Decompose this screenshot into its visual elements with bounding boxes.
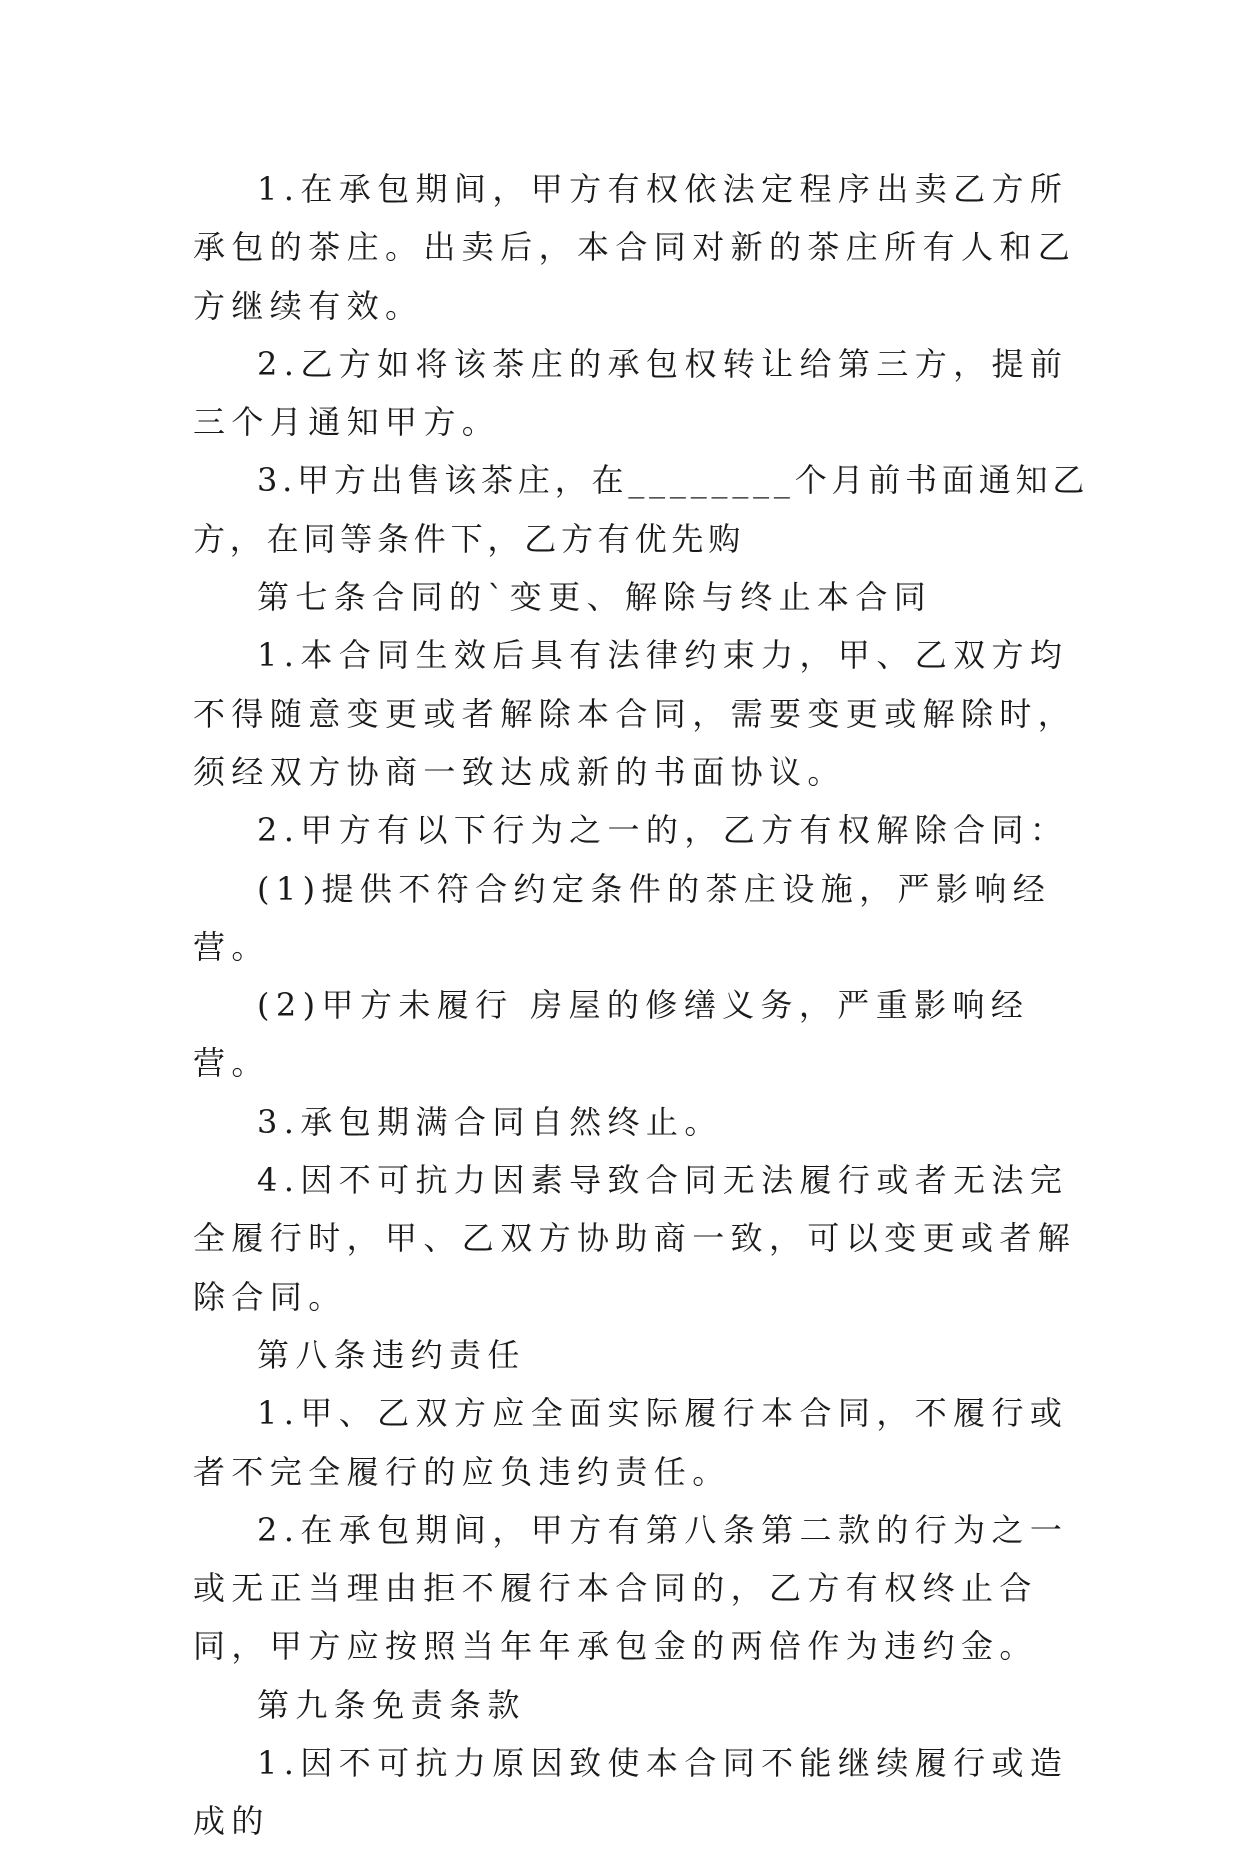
paragraph-exemption: 1.因不可抗力原因致使本合同不能继续履行或造成的	[193, 1744, 1069, 1841]
paragraph-full-performance: 1.甲、乙双方应全面实际履行本合同，不履行或者不完全履行的应负违约责任。	[193, 1394, 1069, 1491]
section-heading-article-8: 第八条违约责任	[257, 1335, 526, 1374]
paragraph-penalty: 2.在承包期间，甲方有第八条第二款的行为之一或无正当理由拒不履行本合同的，乙方有权终止合同，甲方应按照当年年承包金的两倍作为违约金。	[193, 1510, 1069, 1666]
paragraph-termination-conditions: 2.甲方有以下行为之一的，乙方有权解除合同：	[257, 811, 1069, 850]
paragraph-binding-effect: 1.本合同生效后具有法律约束力，甲、乙双方均不得随意变更或者解除本合同，需要变更或解除时，须经双方协商一致达成新的书面协议。	[193, 636, 1077, 791]
paragraph-transfer-notice: 2.乙方如将该茶庄的承包权转让给第三方，提前三个月通知甲方。	[193, 344, 1069, 442]
section-heading-article-9: 第九条免责条款	[257, 1685, 526, 1724]
document-body	[193, 160, 1093, 1851]
paragraph-natural-termination: 3.承包期满合同自然终止。	[257, 1102, 723, 1141]
paragraph-sale-during-contract: 1.在承包期间，甲方有权依法定程序出卖乙方所承包的茶庄。出卖后，本合同对新的茶庄所有人和乙方继续有效。	[193, 170, 1077, 325]
section-heading-article-7: 第七条合同的`变更、解除与终止本合同	[257, 578, 933, 617]
list-item-repair-duty: (2)甲方未履行 房屋的修缮义务，严重影响经营。	[193, 986, 1030, 1083]
paragraph-force-majeure: 4.因不可抗力因素导致合同无法履行或者无法完全履行时，甲、乙双方协助商一致，可以变更或者解除合同。	[193, 1161, 1077, 1316]
list-item-facilities: (1)提供不符合约定条件的茶庄设施，严影响经营。	[193, 869, 1052, 966]
paragraph-sale-notice: 3.甲方出售该茶庄，在________个月前书面通知乙方，在同等条件下，乙方有优先购	[193, 461, 1090, 558]
